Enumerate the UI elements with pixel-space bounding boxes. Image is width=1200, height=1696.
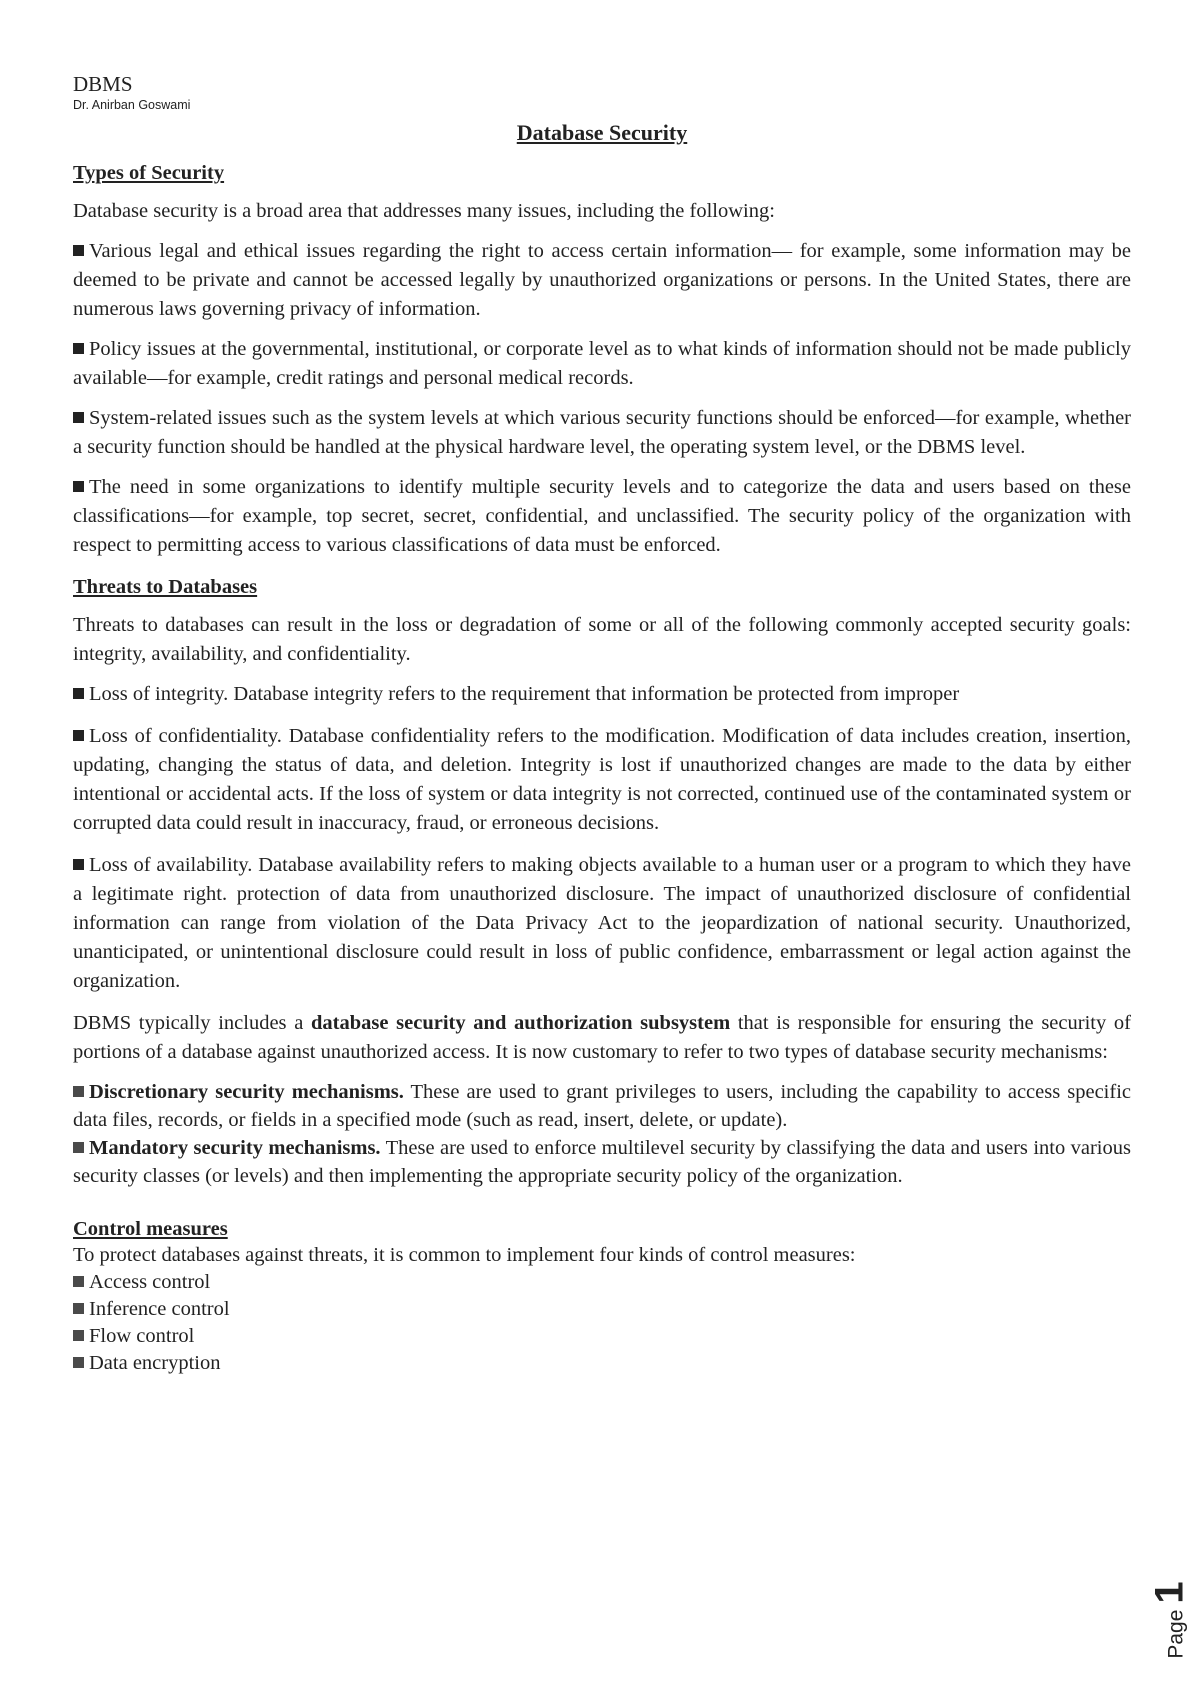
mechanism-title: Discretionary security mechanisms. bbox=[89, 1081, 404, 1103]
bullet-text: Various legal and ethical issues regarding the right to access certain information— for example, some information may be deemed to be private and cannot be accessed legally by unauthorized organizations or persons. In the United States, there are numerous laws governing privacy of information. bbox=[73, 240, 1131, 320]
bullet-text: Loss of integrity. Database integrity refers to the requirement that information be protected from improper bbox=[89, 683, 960, 705]
square-bullet-icon bbox=[73, 1142, 84, 1153]
types-intro: Database security is a broad area that addresses many issues, including the following: bbox=[73, 200, 775, 222]
square-bullet-icon bbox=[73, 481, 84, 492]
list-item: Flow control bbox=[73, 1323, 1131, 1350]
mechanism-title: Mandatory security mechanisms. bbox=[89, 1137, 381, 1159]
square-bullet-icon bbox=[73, 1276, 84, 1287]
bullet-text: Loss of availability. Database availability refers to making objects available to a human user or a program to which they have a legitimate right. protection of data from unauthorized disclosure. The impact of unauthorized disclosure of confidential information can range from violation of the Data Privacy Act to the jeopardization of national security. Unauthorized, unanticipated, or unintentional disclosure could result in loss of public confidence, embarrassment or legal action against the organization. bbox=[73, 854, 1131, 992]
list-item bbox=[73, 722, 1131, 838]
section-heading-control: Control measures bbox=[73, 1218, 228, 1240]
square-bullet-icon bbox=[73, 859, 84, 870]
list-item: Mandatory security mechanisms. These are used to enforce multilevel security by classifying the data and users into various security classes (or levels) and then implementing the appropriate security policy of the organization. bbox=[73, 1137, 1131, 1187]
header-author: Dr. Anirban Goswami bbox=[73, 98, 191, 112]
document-page bbox=[73, 72, 1131, 1377]
page-label: Page bbox=[1164, 1609, 1188, 1659]
square-bullet-icon bbox=[73, 343, 84, 354]
square-bullet-icon bbox=[73, 1086, 84, 1097]
header-title: DBMS bbox=[73, 72, 133, 96]
bullet-text: Loss of confidentiality. Database confidentiality refers to the modification. Modification of data includes creation, insertion, updating, changing the status of data, and deletion. Integrity is lost if unauthorized changes are made to the data by either intentional or accidental acts. If the loss of system or data integrity is not corrected, continued use of the contaminated system or corrupted data could result in inaccuracy, fraud, or erroneous decisions. bbox=[73, 725, 1131, 834]
square-bullet-icon bbox=[73, 688, 84, 699]
control-list bbox=[73, 1269, 1131, 1377]
square-bullet-icon bbox=[73, 245, 84, 256]
threats-intro: Threats to databases can result in the loss or degradation of some or all of the following commonly accepted security goals: integrity, availability, and confidentiality. bbox=[73, 614, 1131, 665]
dbms-paragraph: DBMS typically includes a database security and authorization subsystem that is responsible for ensuring the security of portions of a database against unauthorized access. It is now customary to refer to two types of database security mechanisms: bbox=[73, 1012, 1131, 1063]
list-item bbox=[73, 680, 1131, 709]
bullet-text: The need in some organizations to identify multiple security levels and to categorize the data and users based on these classifications—for example, top secret, secret, confidential, and unclassified. The security policy of the organization with respect to permitting access to various classifications of data must be enforced. bbox=[73, 476, 1131, 556]
list-item bbox=[73, 404, 1131, 462]
square-bullet-icon bbox=[73, 730, 84, 741]
list-item: Inference control bbox=[73, 1296, 1131, 1323]
bold-term: database security and authorization subsystem bbox=[311, 1012, 731, 1034]
list-item: Discretionary security mechanisms. These are used to grant privileges to users, including the capability to access specific data files, records, or fields in a specified mode (such as read, insert, delete, or update). bbox=[73, 1081, 1131, 1131]
document-title: Database Security bbox=[516, 120, 688, 145]
square-bullet-icon bbox=[73, 412, 84, 423]
square-bullet-icon bbox=[73, 1330, 84, 1341]
square-bullet-icon bbox=[73, 1357, 84, 1368]
section-heading-threats: Threats to Databases bbox=[73, 576, 258, 598]
list-item bbox=[73, 335, 1131, 393]
square-bullet-icon bbox=[73, 1303, 84, 1314]
control-intro: To protect databases against threats, it is common to implement four kinds of control measures: bbox=[73, 1244, 856, 1266]
section-heading-types: Types of Security bbox=[73, 162, 225, 184]
list-item: Access control bbox=[73, 1269, 1131, 1296]
page-number-marker bbox=[1147, 1560, 1192, 1680]
bullet-text: Policy issues at the governmental, institutional, or corporate level as to what kinds of information should not be made publicly available—for example, credit ratings and personal medical records. bbox=[73, 338, 1131, 389]
list-item: Data encryption bbox=[73, 1350, 1131, 1377]
list-item bbox=[73, 851, 1131, 996]
page-number: 1 bbox=[1147, 1581, 1192, 1604]
list-item bbox=[73, 237, 1131, 324]
bullet-text: System-related issues such as the system levels at which various security functions should be enforced—for example, whether a security function should be handled at the physical hardware level, the operating system level, or the DBMS level. bbox=[73, 407, 1131, 458]
list-item bbox=[73, 473, 1131, 560]
